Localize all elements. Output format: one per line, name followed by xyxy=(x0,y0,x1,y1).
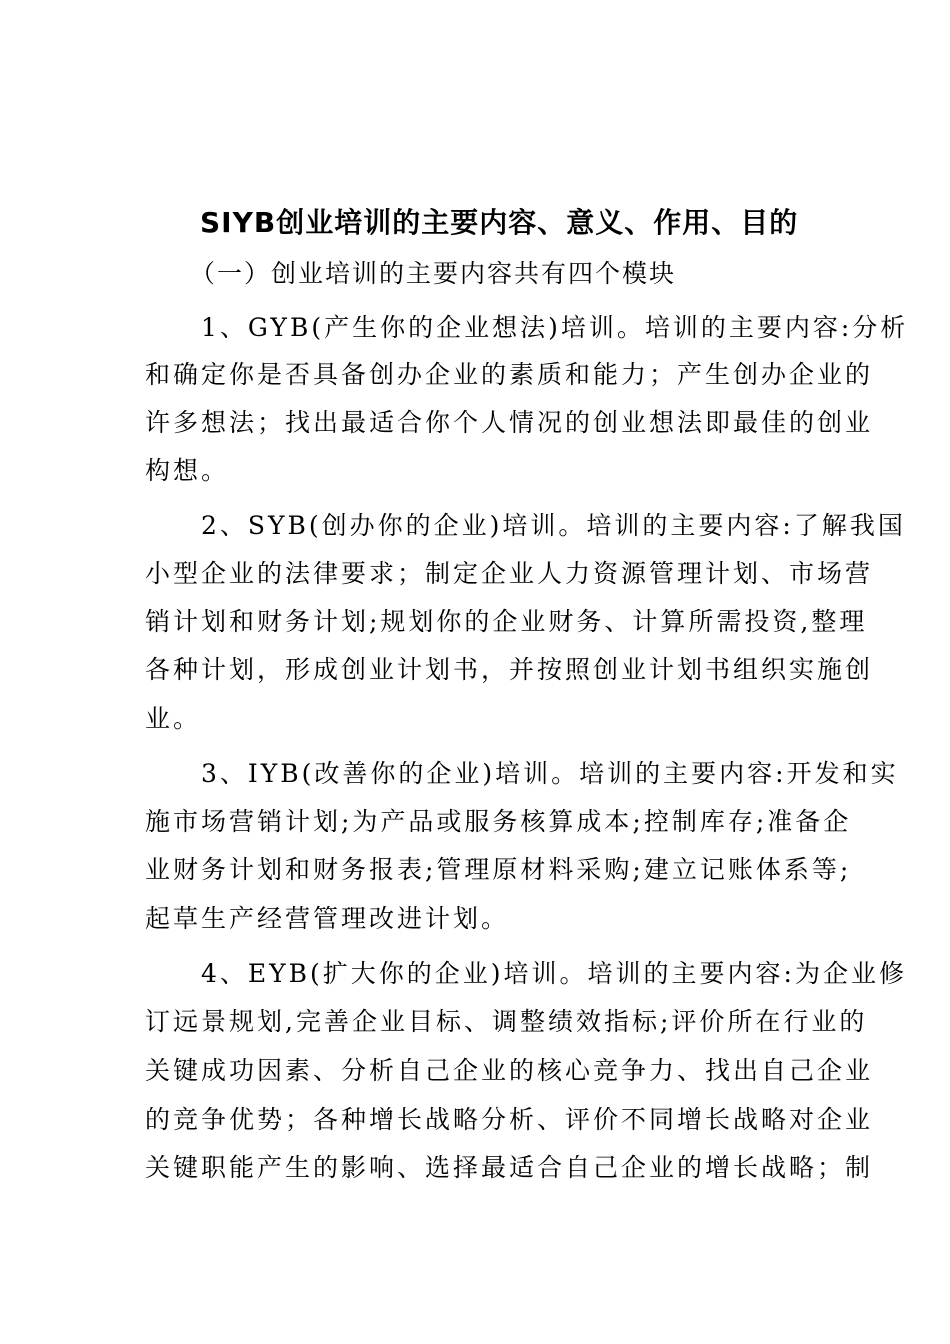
document-title: SIYB创业培训的主要内容、意义、作用、目的 xyxy=(200,206,799,239)
body-line: 2、SYB(创办你的企业)培训。培训的主要内容:了解我国 xyxy=(145,511,906,540)
body-line: 3、IYB(改善你的企业)培训。培训的主要内容:开发和实 xyxy=(145,759,899,788)
body-line: 4、EYB(扩大你的企业)培训。培训的主要内容:为企业修 xyxy=(145,959,907,988)
body-line: 各种计划，形成创业计划书，并按照创业计划书组织实施创 xyxy=(145,655,874,684)
body-line: 的竞争优势；各种增长战略分析、评价不同增长战略对企业 xyxy=(145,1105,874,1134)
body-line: 业财务计划和财务报表;管理原材料采购;建立记账体系等; xyxy=(145,855,852,884)
body-line: 关键成功因素、分析自己企业的核心竞争力、找出自己企业 xyxy=(145,1056,874,1085)
body-line: 销计划和财务计划;规划你的企业财务、计算所需投资,整理 xyxy=(145,607,868,636)
body-line: 许多想法；找出最适合你个人情况的创业想法即最佳的创业 xyxy=(145,408,874,437)
body-line: 施市场营销计划;为产品或服务核算成本;控制库存;准备企 xyxy=(145,807,852,836)
section-heading: （一）创业培训的主要内容共有四个模块 xyxy=(190,259,677,288)
body-line: 起草生产经营管理改进计划。 xyxy=(145,904,510,933)
body-line: 关键职能产生的影响、选择最适合自己企业的增长战略；制 xyxy=(145,1153,874,1182)
body-line: 小型企业的法律要求；制定企业人力资源管理计划、市场营 xyxy=(145,559,874,588)
body-line: 构想。 xyxy=(145,456,230,485)
body-line: 订远景规划,完善企业目标、调整绩效指标;评价所在行业的 xyxy=(145,1007,868,1036)
body-line: 业。 xyxy=(145,704,202,733)
body-line: 和确定你是否具备创办企业的素质和能力；产生创办企业的 xyxy=(145,360,874,389)
body-line: 1、GYB(产生你的企业想法)培训。培训的主要内容:分析 xyxy=(145,313,909,342)
